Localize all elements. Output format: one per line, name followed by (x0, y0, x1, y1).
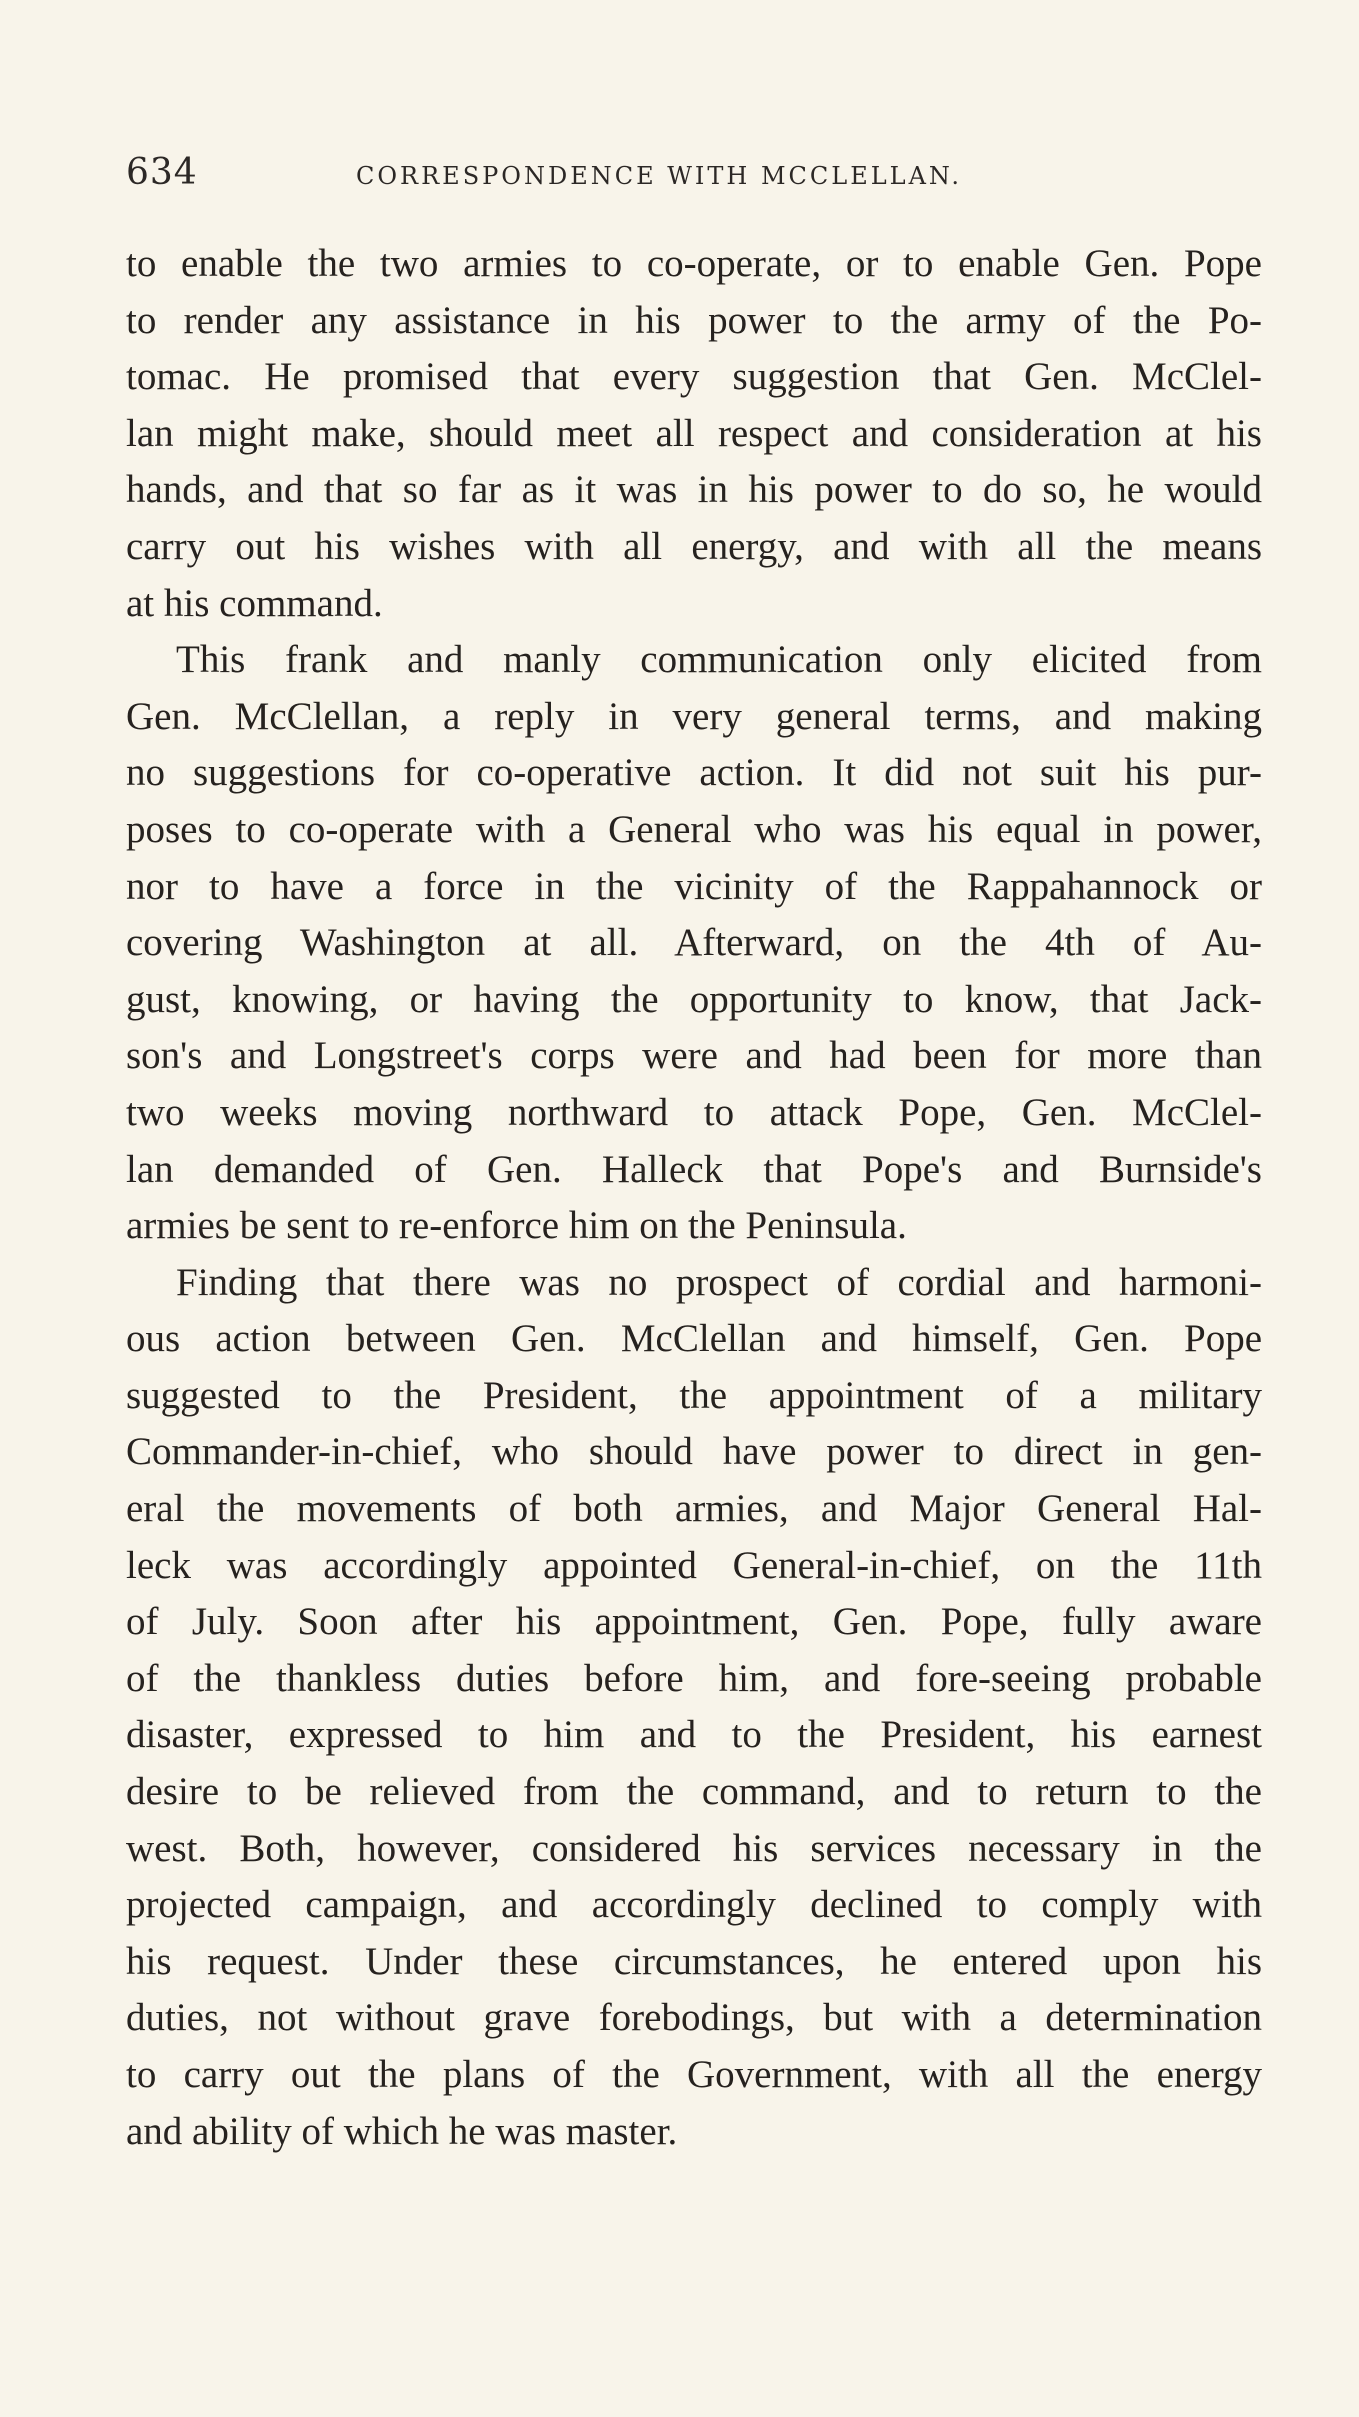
text-line: suggested to the President, the appointment of a military (126, 1373, 1262, 1417)
text-line: covering Washington at all. Afterward, on the 4th of Au- (126, 921, 1262, 965)
page-number: 634 (126, 152, 198, 193)
text-line: nor to have a force in the vicinity of the Rappahannock or (126, 864, 1262, 908)
running-title: CORRESPONDENCE WITH MCCLELLAN. (356, 162, 963, 190)
text-line: This frank and manly communication only elicited from (176, 638, 1262, 682)
paragraph-2 (126, 632, 1262, 1255)
text-line: west. Both, however, considered his services necessary in the (126, 1826, 1262, 1870)
text-line: armies be sent to re-enforce him on the Peninsula. (126, 1204, 907, 1248)
text-line: of the thankless duties before him, and fore-seeing probable (126, 1656, 1262, 1700)
text-line: carry out his wishes with all energy, and with all the means (126, 524, 1262, 568)
text-line: Finding that there was no prospect of cordial and harmoni- (176, 1260, 1262, 1304)
paragraph-1 (126, 236, 1262, 632)
running-head (126, 152, 1276, 198)
text-line: Commander-in-chief, who should have power to direct in gen- (126, 1430, 1262, 1474)
text-line: eral the movements of both armies, and Major General Hal- (126, 1487, 1262, 1531)
text-line: at his command. (126, 581, 383, 625)
paragraph-3 (126, 1255, 1262, 2161)
text-line: poses to co-operate with a General who was his equal in power, (126, 807, 1262, 851)
text-line: son's and Longstreet's corps were and had been for more than (126, 1034, 1262, 1078)
text-line: of July. Soon after his appointment, Gen. Pope, fully aware (126, 1600, 1262, 1644)
text-line: ous action between Gen. McClellan and himself, Gen. Pope (126, 1317, 1262, 1361)
text-line: to enable the two armies to co-operate, or to enable Gen. Pope (126, 242, 1262, 285)
text-line: projected campaign, and accordingly declined to comply with (126, 1883, 1262, 1927)
text-line: lan might make, should meet all respect and consideration at his (126, 411, 1262, 455)
text-line: leck was accordingly appointed General-in-chief, on the 11th (126, 1543, 1262, 1587)
text-line: disaster, expressed to him and to the President, his earnest (126, 1713, 1262, 1757)
text-line: gust, knowing, or having the opportunity to know, that Jack- (126, 977, 1262, 1021)
text-line: two weeks moving northward to attack Pope, Gen. McClel- (126, 1090, 1262, 1134)
text-line: his request. Under these circumstances, he entered upon his (126, 1939, 1262, 1983)
text-line: lan demanded of Gen. Halleck that Pope's and Burnside's (126, 1147, 1262, 1191)
body-text (126, 236, 1262, 2160)
text-line: desire to be relieved from the command, and to return to the (126, 1770, 1262, 1814)
text-line: duties, not without grave forebodings, but with a determination (126, 1996, 1262, 2040)
text-line: tomac. He promised that every suggestion that Gen. McClel- (126, 355, 1262, 399)
text-line: to carry out the plans of the Government, with all the energy (126, 2053, 1262, 2096)
text-line: hands, and that so far as it was in his power to do so, he would (126, 468, 1262, 512)
text-line: and ability of which he was master. (126, 2109, 678, 2153)
text-line: no suggestions for co-operative action. It did not suit his pur- (126, 751, 1262, 795)
text-line: Gen. McClellan, a reply in very general terms, and making (126, 694, 1262, 738)
text-line: to render any assistance in his power to the army of the Po- (126, 298, 1262, 342)
